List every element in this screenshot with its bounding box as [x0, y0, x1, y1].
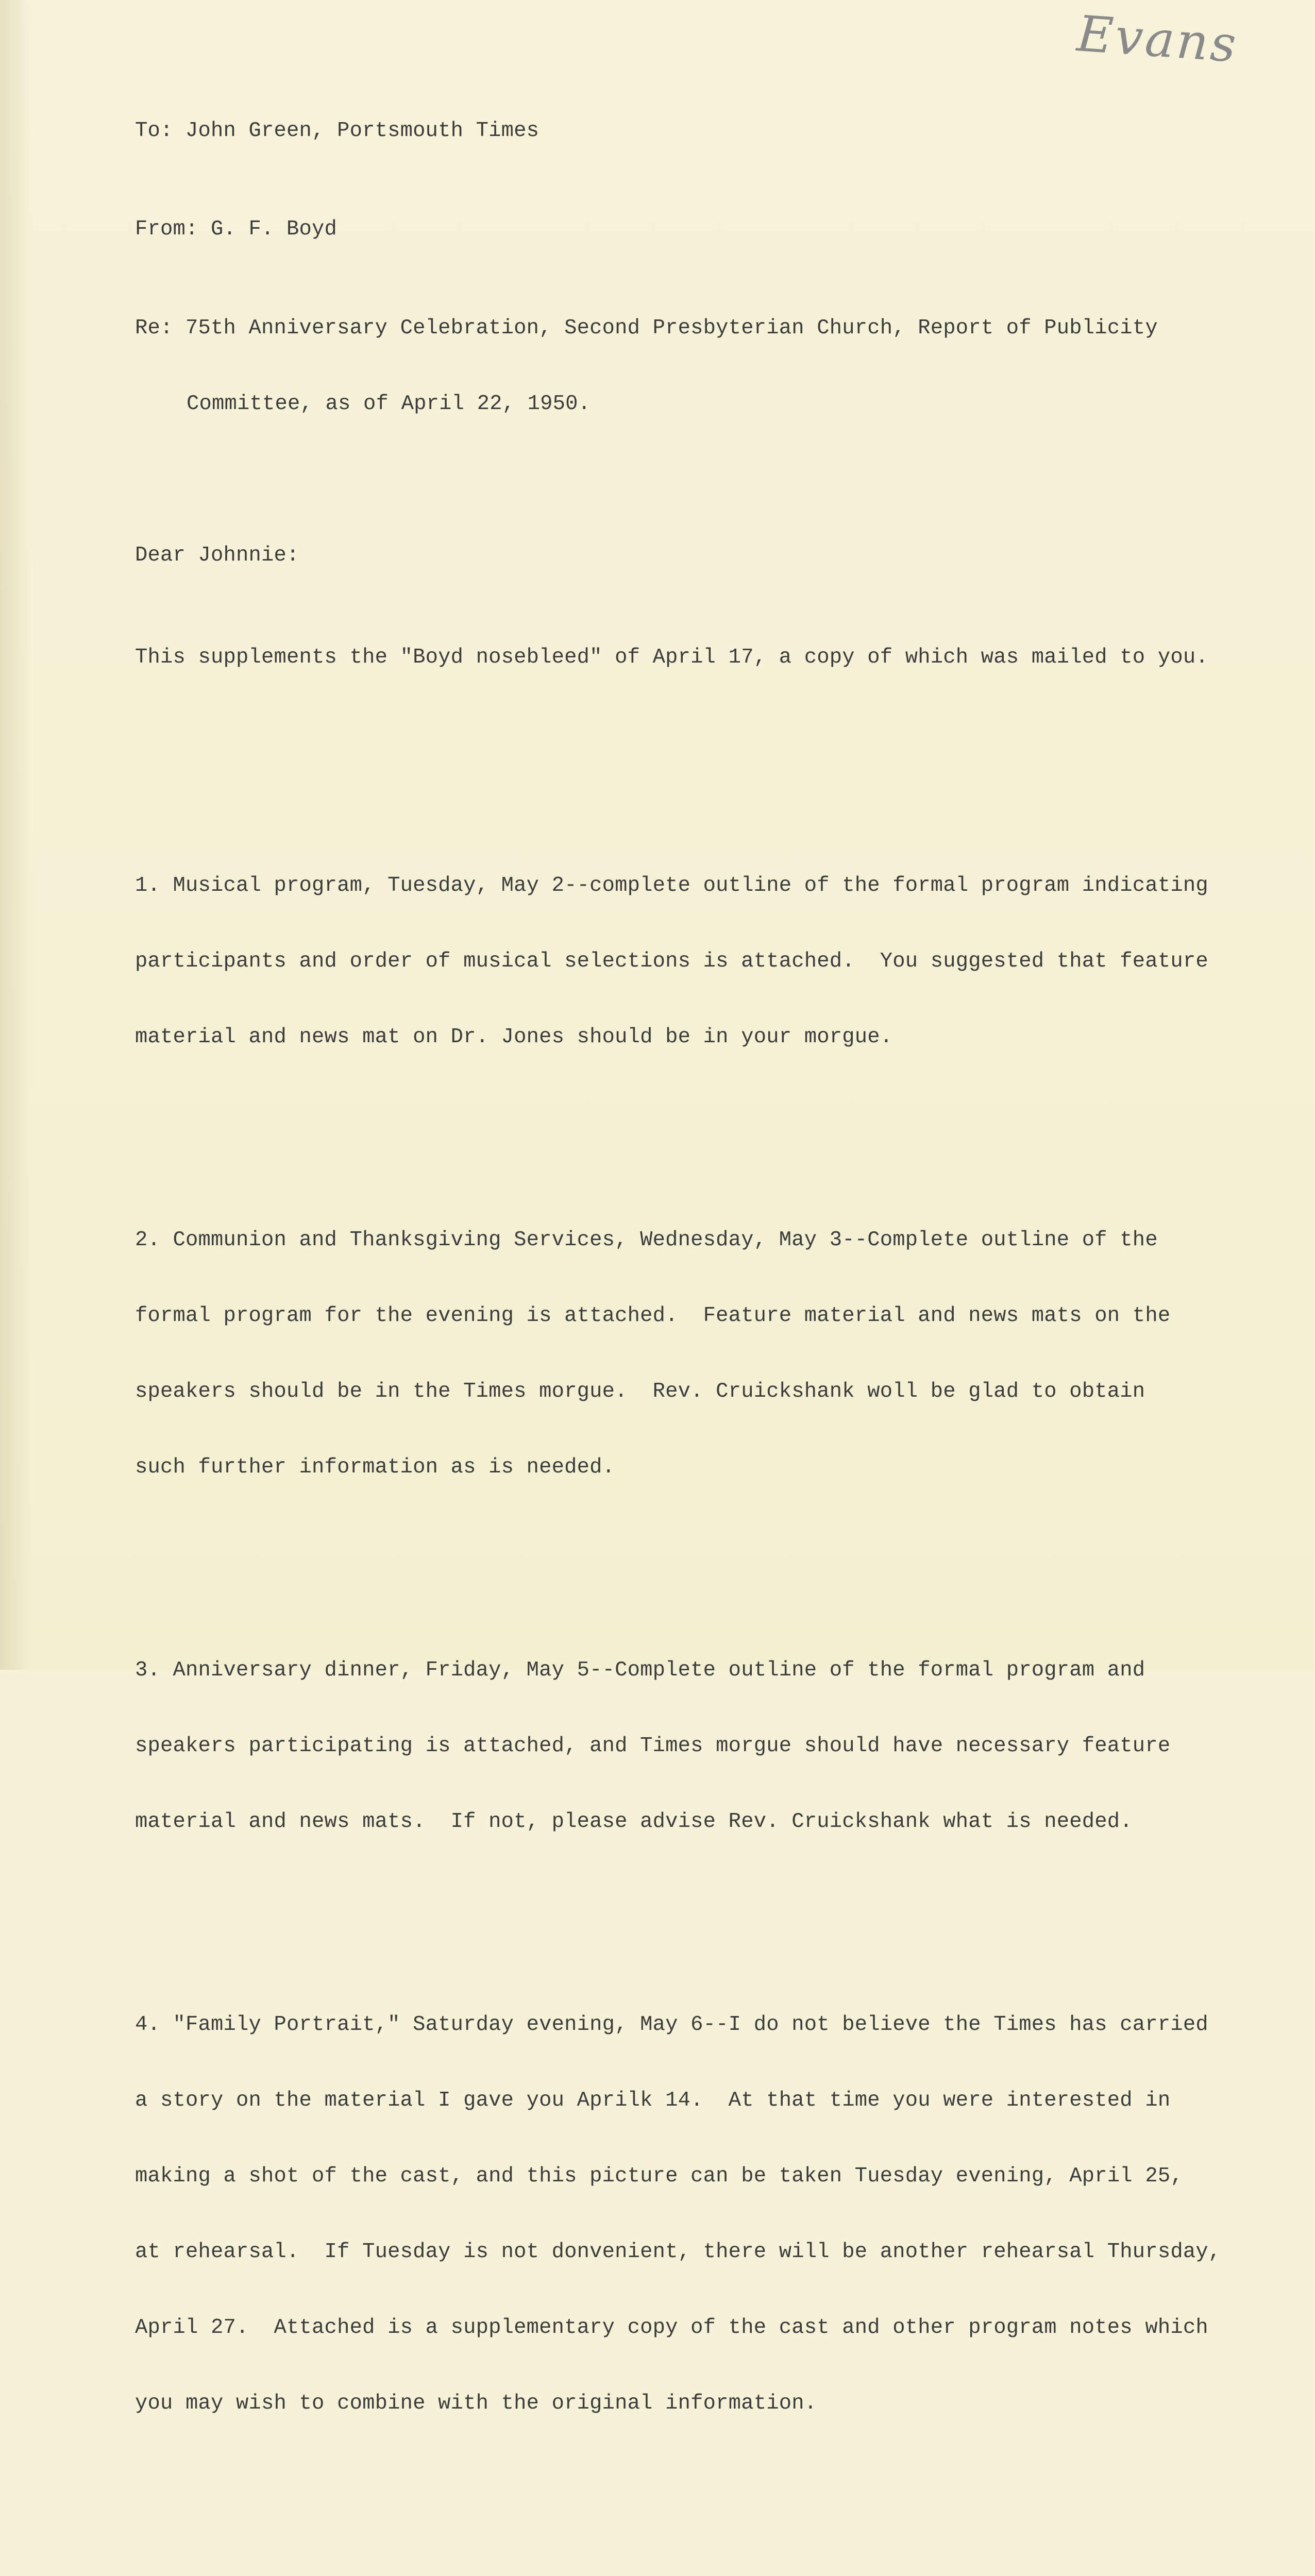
- item-line: speakers should be in the Times morgue. Rev. Cruickshank woll be glad to obtain: [135, 1380, 1145, 1403]
- salutation: Dear Johnnie:: [135, 544, 299, 567]
- re-line: Re: 75th Anniversary Celebration, Second Presbyterian Church, Report of Publicity: [135, 316, 1158, 340]
- re-line-continued: Committee, as of April 22, 1950.: [187, 392, 591, 416]
- item-line: April 27. Attached is a supplementary copy of the cast and other program notes which: [135, 2316, 1208, 2340]
- item-line: you may wish to combine with the original information.: [135, 2392, 817, 2415]
- item-line: formal program for the evening is attached. Feature material and news mats on the: [135, 1304, 1171, 1328]
- item-line: 2. Communion and Thanksgiving Services, Wednesday, May 3--Complete outline of the: [135, 1228, 1158, 1252]
- item-line: at rehearsal. If Tuesday is not donvenient, there will be another rehearsal Thursday,: [135, 2240, 1221, 2264]
- item-5: [135, 2544, 1279, 2576]
- intro-paragraph: This supplements the "Boyd nosebleed" of April 17, a copy of which was mailed to you.: [135, 646, 1208, 669]
- item-line: such further information as is needed.: [135, 1455, 615, 1479]
- numbered-items: [135, 746, 1279, 2576]
- item-line: 3. Anniversary dinner, Friday, May 5--Complete outline of the formal program and: [135, 1658, 1145, 1682]
- item-line: making a shot of the cast, and this picture can be taken Tuesday evening, April 25,: [135, 2164, 1183, 2188]
- paper-edge-shadow: [0, 0, 31, 1670]
- item-1: [135, 823, 1279, 1100]
- item-line: 1. Musical program, Tuesday, May 2--complete outline of the formal program indicating: [135, 874, 1208, 897]
- item-2: [135, 1177, 1279, 1531]
- item-line: speakers participating is attached, and Times morgue should have necessary feature: [135, 1734, 1171, 1758]
- item-line: material and news mat on Dr. Jones should be in your morgue.: [135, 1025, 893, 1049]
- handwritten-annotation: Evans: [1075, 5, 1240, 74]
- to-line: To: John Green, Portsmouth Times: [135, 119, 540, 143]
- item-line: a story on the material I gave you Aprilk 14. At that time you were interested in: [135, 2089, 1171, 2112]
- letter-body: [135, 68, 1279, 2576]
- item-4: [135, 1962, 1279, 2467]
- item-3: [135, 1607, 1279, 1885]
- item-line: participants and order of musical selections is attached. You suggested that feature: [135, 950, 1208, 973]
- item-line: material and news mats. If not, please advise Rev. Cruickshank what is needed.: [135, 1810, 1133, 1834]
- item-line: 4. "Family Portrait," Saturday evening, May 6--I do not believe the Times has carried: [135, 2013, 1208, 2037]
- from-line: From: G. F. Boyd: [135, 217, 338, 241]
